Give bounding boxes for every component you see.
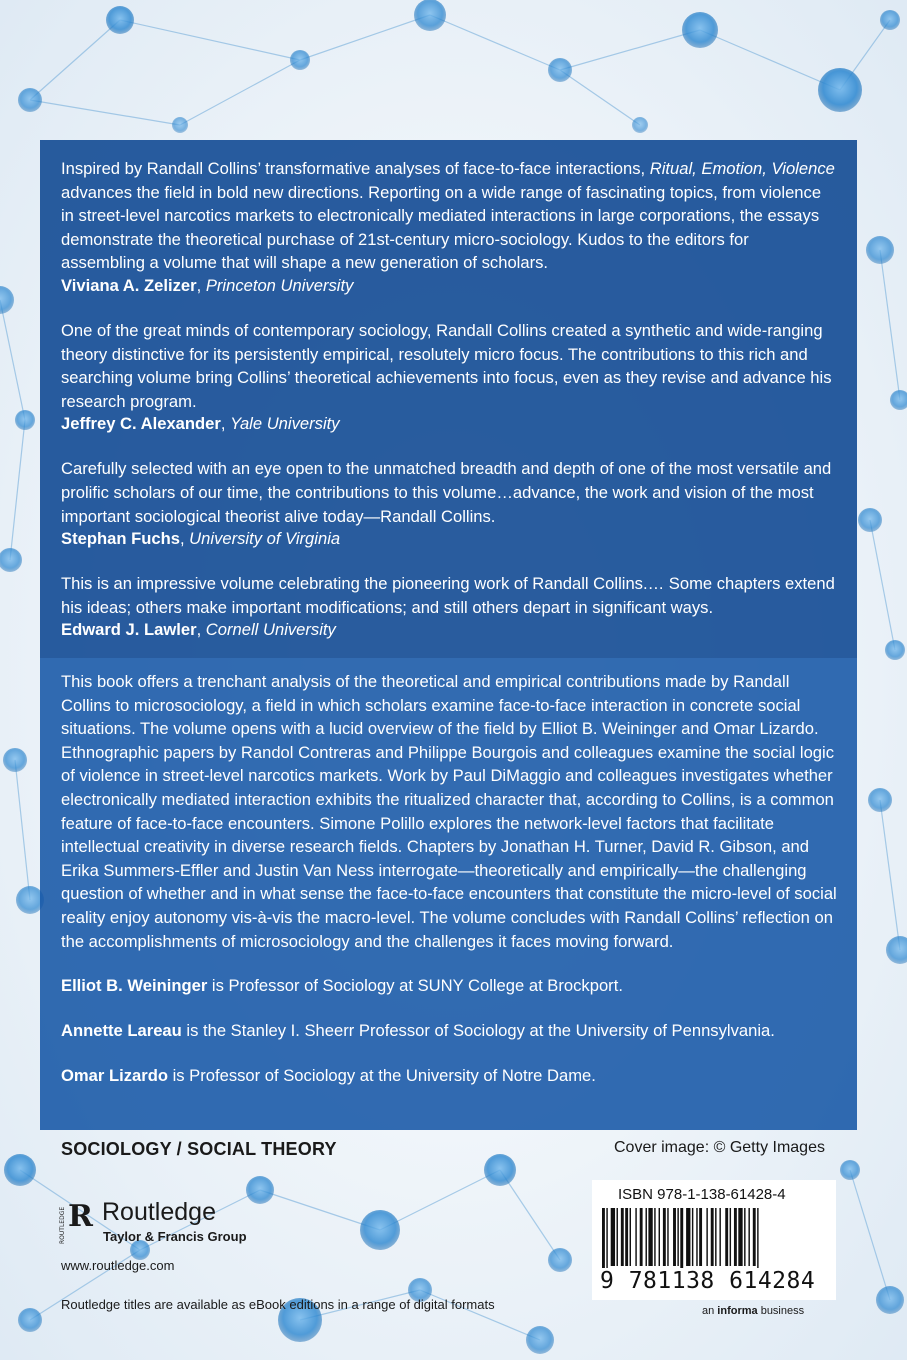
editor-bio: Annette Lareau is the Stanley I. Sheerr Professor of Sociology at the University of Pennsylvania.: [61, 1021, 775, 1041]
description-panel: [40, 658, 857, 1130]
endorsement-quote: Carefully selected with an eye open to the unmatched breadth and depth of one of the most versatile and prolific scholars of our time, the contributions to this volume…advance, the work and vision of the most important sociological theorist alive today—Randall Collins.: [61, 459, 832, 526]
barcode-bar: [625, 1208, 628, 1266]
barcode-bar: [617, 1208, 618, 1266]
endorser-name: Edward J. Lawler: [61, 620, 197, 640]
barcode-bar: [606, 1208, 607, 1270]
barcode-bar: [686, 1208, 690, 1266]
informa-note: an informa business: [702, 1305, 805, 1317]
cover-image-credit: Cover image: © Getty Images: [614, 1139, 825, 1156]
endorser-name: Viviana A. Zelizer: [61, 275, 197, 295]
barcode-bar: [640, 1208, 643, 1266]
barcode-bar: [646, 1208, 647, 1266]
barcode-bar: [719, 1208, 720, 1266]
barcode-bar: [696, 1208, 697, 1266]
barcode-bar: [715, 1208, 716, 1266]
endorsement-quote: One of the great minds of contemporary sociology, Randall Collins created a synthetic and wide-ranging theory distinctive for its persistently empirical, resolutely micro focus. The contributions to this rich and searching volume bring Collins’ theoretical achievements into focus, even as they revise and advance his research program.: [61, 320, 832, 411]
publisher-logo: [60, 1196, 260, 1252]
barcode-bar: [621, 1208, 624, 1266]
editor-bio: Elliot B. Weininger is Professor of Sociology at SUNY College at Brockport.: [61, 976, 623, 996]
svg-text:R: R: [68, 1199, 93, 1234]
barcode-bar: [699, 1208, 702, 1266]
barcode-bar: [757, 1208, 758, 1270]
barcode-bar: [648, 1208, 652, 1266]
barcode-bar: [753, 1208, 756, 1266]
editor-name: Annette Lareau: [61, 1021, 182, 1041]
publisher-name: Routledge: [102, 1198, 216, 1226]
publisher-group: Taylor & Francis Group: [103, 1229, 247, 1244]
barcode-bar: [738, 1208, 742, 1266]
endorser-affiliation: Cornell University: [205, 620, 336, 640]
ebook-note: Routledge titles are available as eBook editions in a range of digital formats: [61, 1297, 495, 1312]
endorser-name: Stephan Fuchs: [61, 529, 180, 549]
barcode-bar: [677, 1208, 678, 1266]
book-title: Ritual, Emotion, Violence: [649, 159, 835, 178]
editor-bio: Omar Lizardo is Professor of Sociology at the University of Notre Dame.: [61, 1066, 596, 1086]
barcode-bar: [659, 1208, 660, 1266]
endorsement-quote: Inspired by Randall Collins’ transformative analyses of face-to-face interactions, Ritual, Emotion, Violence advances the field in bold new directions. Reporting on a wide range of fascinating topics, from violence in street-level narcotics markets to electronically mediated interactions in large corporations, the essays demonstrate the theoretical purchase of 21st-century micro-sociology. Kudos to the editors for assembling a volume that will shape a new generation of scholars.: [61, 159, 835, 273]
barcode-bar: [734, 1208, 737, 1266]
barcode-icon: [596, 1208, 832, 1270]
barcode-bar: [635, 1208, 636, 1266]
barcode-digits: 9 781138 614284: [600, 1268, 832, 1294]
barcode-bar: [667, 1208, 668, 1266]
isbn-label: ISBN 978-1-138-61428-4: [618, 1186, 786, 1203]
editor-name: Elliot B. Weininger: [61, 976, 208, 996]
endorsement-attribution: Stephan Fuchs, University of Virginia: [61, 529, 341, 549]
endorsement-attribution: Edward J. Lawler, Cornell University: [61, 620, 336, 640]
barcode-bar: [706, 1208, 707, 1266]
barcode-bar: [730, 1208, 731, 1266]
endorser-affiliation: Princeton University: [205, 275, 354, 295]
barcode-bar: [630, 1208, 631, 1266]
subject-category: SOCIOLOGY / SOCIAL THEORY: [61, 1139, 337, 1159]
barcode-bar: [744, 1208, 745, 1266]
barcode-bar: [725, 1208, 728, 1266]
endorsement-attribution: Jeffrey C. Alexander, Yale University: [61, 414, 340, 434]
endorser-affiliation: University of Virginia: [189, 529, 341, 549]
barcode-bar: [748, 1208, 749, 1266]
endorsement-attribution: Viviana A. Zelizer, Princeton University: [61, 275, 354, 295]
publisher-url[interactable]: www.routledge.com: [61, 1258, 175, 1273]
barcode-bar: [711, 1208, 714, 1266]
editor-name: Omar Lizardo: [61, 1066, 168, 1086]
barcode-bar: [611, 1208, 615, 1266]
barcode-bar: [602, 1208, 605, 1270]
endorser-name: Jeffrey C. Alexander: [61, 414, 221, 434]
endorsements-panel: [40, 140, 857, 658]
endorsement-quote: This is an impressive volume celebrating the pioneering work of Randall Collins.… Some chapters extend his ideas; others make important modifications; and still others depart in significant ways.: [61, 574, 835, 617]
barcode-bar: [692, 1208, 693, 1266]
routledge-logo-icon: [60, 1196, 100, 1248]
barcode-bar: [654, 1208, 655, 1266]
book-description: This book offers a trenchant analysis of the theoretical and empirical contributions made by Randall Collins to microsociology, a field in which scholars examine face-to-face interaction in concrete social situations. The volume opens with a lucid overview of the field by Elliot B. Weininger and Omar Lizardo. Ethnographic papers by Randol Contreras and Philippe Bourgois and colleagues examine the social logic of violence in street-level narcotics markets. Work by Paul DiMaggio and colleagues investigates whether electronically mediated interaction exhibits the ritualized character that, according to Collins, is a common feature of face-to-face encounters. Simone Polillo explores the network-level factors that facilitate intellectual creativity in diverse research fields. Chapters by Jonathan H. Turner, David R. Gibson, and Erika Summers-Effler and Justin Van Ness interrogate—theoretically and empirically—the challenging question of whether and in what sense the face-to-face encounters that constitute the micro-level of social reality enjoy autonomy vis-à-vis the macro-level. The volume concludes with Randall Collins’ reflection on the accomplishments of microsociology and the challenges it faces moving forward.: [61, 672, 837, 951]
endorser-affiliation: Yale University: [230, 414, 340, 434]
barcode-bar: [680, 1208, 683, 1270]
barcode-bar: [673, 1208, 676, 1266]
barcode-bar: [663, 1208, 666, 1266]
logo-vertical-text: ROUTLEDGE: [59, 1206, 66, 1244]
